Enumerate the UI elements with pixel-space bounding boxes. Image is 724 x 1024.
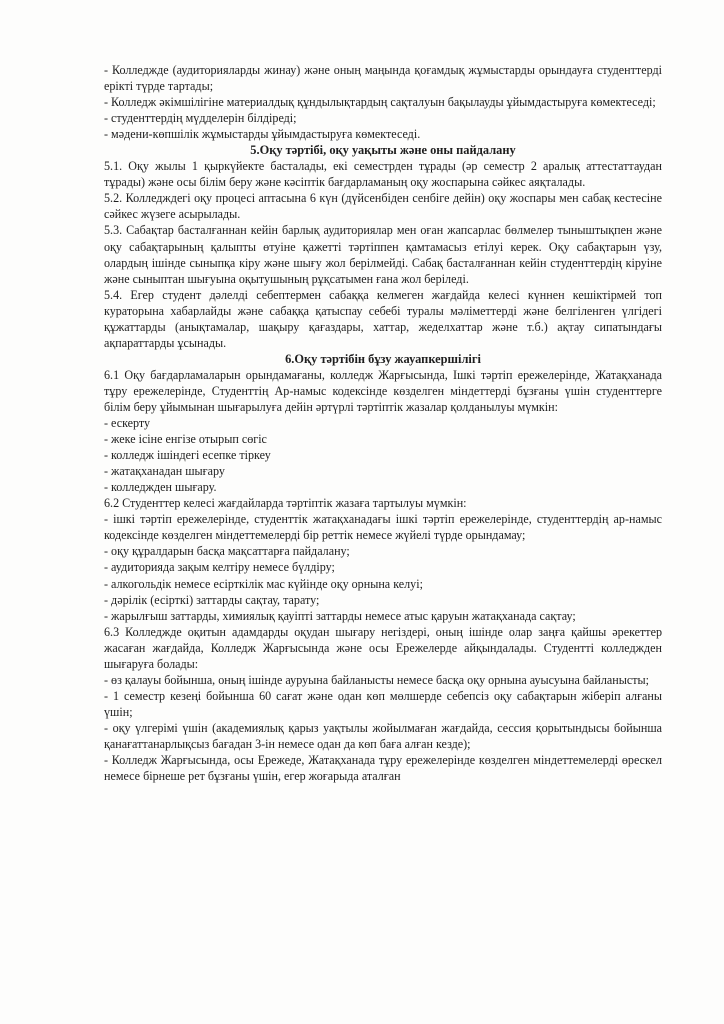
violation-item: - дәрілік (есірткі) заттарды сақтау, тарату; [104, 592, 320, 607]
violation-item: - жарылғыш заттарды, химиялық қауіпті заттарды немесе атыс қаруын жатақханада сақтау; [104, 608, 576, 623]
section-6-3: 6.3 Колледжде оқитын адамдарды оқудан шығару негіздері, оның ішінде олар заңға қайшы әрекеттер жасаған жағдайда, Колледж Жарғысында және осы Ережелерде айқындалады. Студентті колледжден шығаруға болады: [104, 624, 662, 671]
section-5-heading: 5.Оқу тәртібі, оқу уақыты және оны пайдалану [250, 143, 516, 158]
intro-item: - Колледжде (аудиторияларды жинау) және оның маңында қоғамдық жұмыстарды орындауға студенттерді ерікті түрде тартады; [104, 63, 662, 94]
violation-item: - аудиторияда зақым келтіру немесе бүлдіру; [104, 560, 335, 575]
section-6-heading: 6.Оқу тәртібін бұзу жауапкершілігі [285, 351, 481, 366]
section-5-3: 5.3. Сабақтар басталғаннан кейін барлық аудиториялар мен оған жапсарлас бөлмелер тыныштықпен және оқу сабақтарының қалыпты өтуіне қажетті тәртіппен қамтамасыз етілуі керек. Оқу сабақтарын үзу, олардың ішінде сыныпқа кіру және шығу жол берілмейді. Сабақ басталғаннан кейін студенттердің кіруіне және сыныптан шығуына оқытушының рұқсатымен ғана жол беріледі. [104, 223, 662, 286]
expulsion-item: - өз қалауы бойынша, оның ішінде ауруына байланысты немесе басқа оқу орнына ауысуына байланысты; [104, 672, 650, 687]
violation-item: - ішкі тәртіп ережелерінде, студенттік жатақханадағы ішкі тәртіп ережелерінде, студенттердің ар-намыс кодексінде көзделген міндеттемелерді бір реттік немесе жүйелі түрде орындамау; [104, 512, 662, 543]
penalty-item: - ескерту [104, 416, 151, 431]
expulsion-item: - 1 семестр кезеңі бойынша 60 сағат және одан көп мөлшерде себепсіз оқу сабақтарын жіберіп алғаны үшін; [104, 688, 662, 719]
document-body [104, 62, 662, 784]
penalty-item: - колледж ішіндегі есепке тіркеу [104, 448, 271, 463]
penalty-item: - жатақханадан шығару [104, 464, 225, 479]
section-6-2: 6.2 Студенттер келесі жағдайларда тәртіптік жазаға тартылуы мүмкін: [104, 496, 467, 511]
section-5-4: 5.4. Егер студент дәлелді себептермен сабаққа келмеген жағдайда келесі күннен кешіктірмей топ кураторына хабарлайды және сабаққа қатыспау себебі туралы мәліметтерді және белгіленген үлгідегі құжаттарды (анықтамалар, шақыру қағаздары, хаттар, жеделхаттар және т.б.) ақтау сипатындағы ақпараттарды ұсынады. [104, 287, 662, 350]
violation-item: - алкогольдік немесе есірткілік мас күйінде оқу орнына келуі; [104, 576, 423, 591]
intro-item: - Колледж әкімшілігіне материалдық құндылықтардың сақталуын бақылауды ұйымдастыруға көмектеседі; [104, 95, 656, 110]
section-5-2: 5.2. Колледждегі оқу процесі аптасына 6 күн (дүйсенбіден сенбіге дейін) оқу жоспары мен сабақ кестесіне сәйкес жүзеге асырылады. [104, 191, 662, 222]
expulsion-item: - оқу үлгерімі үшін (академиялық қарыз уақтылы жойылмаған жағдайда, сессия қорытындысы бойынша қанағаттанарлықсыз бағадан 3-ін немесе одан да көп баға алған кезде); [104, 720, 662, 751]
violation-item: - оқу құралдарын басқа мақсаттарға пайдалану; [104, 544, 350, 559]
expulsion-item: - Колледж Жарғысында, осы Ережеде, Жатақханада тұру ережелерінде көзделген міндеттемелерді өрескел немесе бірнеше рет бұзғаны үшін, егер жоғарыда аталған [104, 753, 662, 784]
intro-item: - мәдени-көпшілік жұмыстарды ұйымдастыруға көмектеседі. [104, 127, 421, 142]
intro-item: - студенттердің мүдделерін білдіреді; [104, 111, 297, 126]
section-5-1: 5.1. Оқу жылы 1 қыркүйекте басталады, екі семестрден тұрады (әр семестр 2 аралық аттестаттаудан тұрады) және осы білім беру және кәсіптік бағдарламаның оқу жоспарына сәйкес аяқталады. [104, 159, 662, 190]
penalty-item: - колледжден шығару. [104, 480, 217, 495]
penalty-item: - жеке ісіне енгізе отырып сөгіс [104, 432, 267, 447]
section-6-1: 6.1 Оқу бағдарламаларын орындамағаны, колледж Жарғысында, Ішкі тәртіп ережелерінде, Жатақханада тұру ережелерінде, Студенттің Ар-намыс кодексінде көзделген міндеттерді бұзғаны үшін студенттерге білім беру ұйымынан шығарылуға дейін әртүрлі тәртіптік жазалар қолданылуы мүмкін: [104, 367, 662, 414]
